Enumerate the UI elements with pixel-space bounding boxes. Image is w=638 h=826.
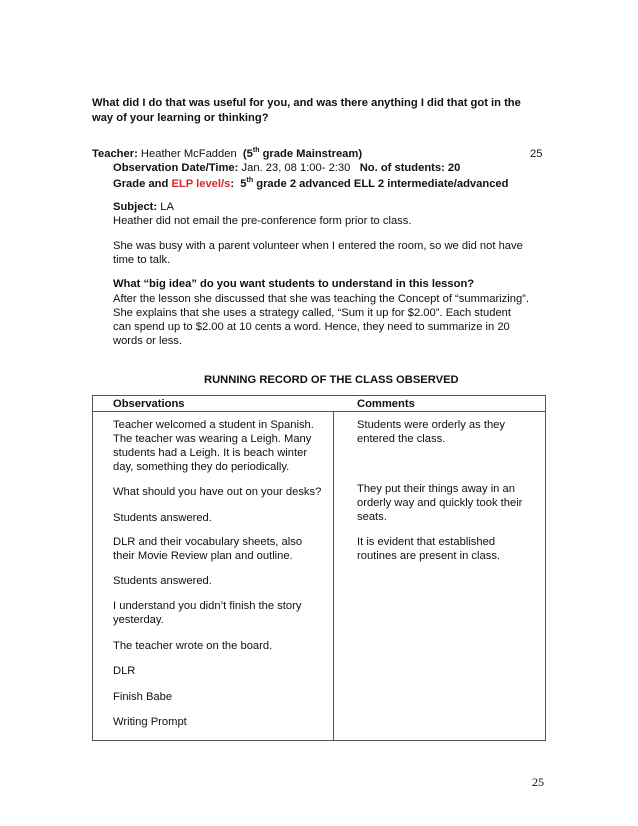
- big-idea-line: After the lesson she discussed that she was teaching the Concept of “summarizing”.: [113, 293, 530, 305]
- teacher-line: Teacher: Heather McFadden (5th grade Mainstream): [92, 147, 363, 160]
- subject-line: Subject: LA: [113, 201, 174, 213]
- elp-level-label: ELP level/s: [171, 178, 231, 190]
- observation-line: DLR: [113, 665, 136, 677]
- students-count: No. of students: 20: [359, 162, 461, 174]
- comment-line: routines are present in class.: [357, 550, 501, 562]
- observation-line: Finish Babe: [113, 691, 173, 703]
- big-idea-line: words or less.: [113, 335, 183, 347]
- teacher-name: Heather McFadden: [140, 148, 237, 160]
- grade-elp-line: Grade and ELP level/s: 5th grade 2 advanced ELL 2 intermediate/advanced: [113, 177, 509, 190]
- observation-line: I understand you didn’t finish the story: [113, 600, 302, 612]
- observation-line: yesterday.: [113, 614, 164, 626]
- observation-line: day, something they do periodically.: [113, 461, 290, 473]
- comment-line: They put their things away in an: [357, 483, 515, 495]
- observation-line: Students answered.: [113, 575, 212, 587]
- observation-line: Students answered.: [113, 512, 212, 524]
- question-line-1: What did I do that was useful for you, and was there anything I did that got in the: [92, 97, 521, 109]
- running-record-title: RUNNING RECORD OF THE CLASS OBSERVED: [204, 374, 459, 386]
- observation-line: The teacher wrote on the board.: [113, 640, 273, 652]
- observation-line: The teacher was wearing a Leigh. Many: [113, 433, 312, 445]
- page-number: 25: [532, 775, 544, 789]
- comment-line: It is evident that established: [357, 536, 496, 548]
- observation-line: students had a Leigh. It is beach winter: [113, 447, 308, 459]
- col-header-comments: Comments: [357, 398, 415, 410]
- question-line-2: way of your learning or thinking?: [92, 112, 269, 124]
- teacher-number: 25: [530, 148, 543, 160]
- comment-line: seats.: [357, 511, 387, 523]
- column-divider: [333, 411, 334, 740]
- big-idea-heading: What “big idea” do you want students to understand in this lesson?: [113, 278, 475, 290]
- observation-line: Teacher welcomed a student in Spanish.: [113, 419, 314, 431]
- observation-line: their Movie Review plan and outline.: [113, 550, 293, 562]
- comment-line: orderly way and quickly took their: [357, 497, 523, 509]
- observation-line: DLR and their vocabulary sheets, also: [113, 536, 303, 548]
- observation-line: Writing Prompt: [113, 716, 187, 728]
- busy-note-line-1: She was busy with a parent volunteer when I entered the room, so we did not have: [113, 240, 523, 252]
- comment-line: Students were orderly as they: [357, 419, 505, 431]
- observation-line: Observation Date/Time: Jan. 23, 08 1:00- 2:30 No. of students: 20: [113, 162, 461, 174]
- big-idea-line: She explains that she uses a strategy called, “Sum it up for $2.00”. Each student: [113, 307, 512, 319]
- email-note: Heather did not email the pre-conference form prior to class.: [113, 215, 412, 227]
- big-idea-line: can spend up to $2.00 at 10 cents a word. Hence, they need to summarize in 20: [113, 321, 510, 333]
- observation-line: What should you have out on your desks?: [113, 486, 322, 498]
- busy-note-line-2: time to talk.: [113, 254, 171, 266]
- header-divider: [93, 411, 545, 412]
- col-header-observations: Observations: [113, 398, 185, 410]
- comment-line: entered the class.: [357, 433, 446, 445]
